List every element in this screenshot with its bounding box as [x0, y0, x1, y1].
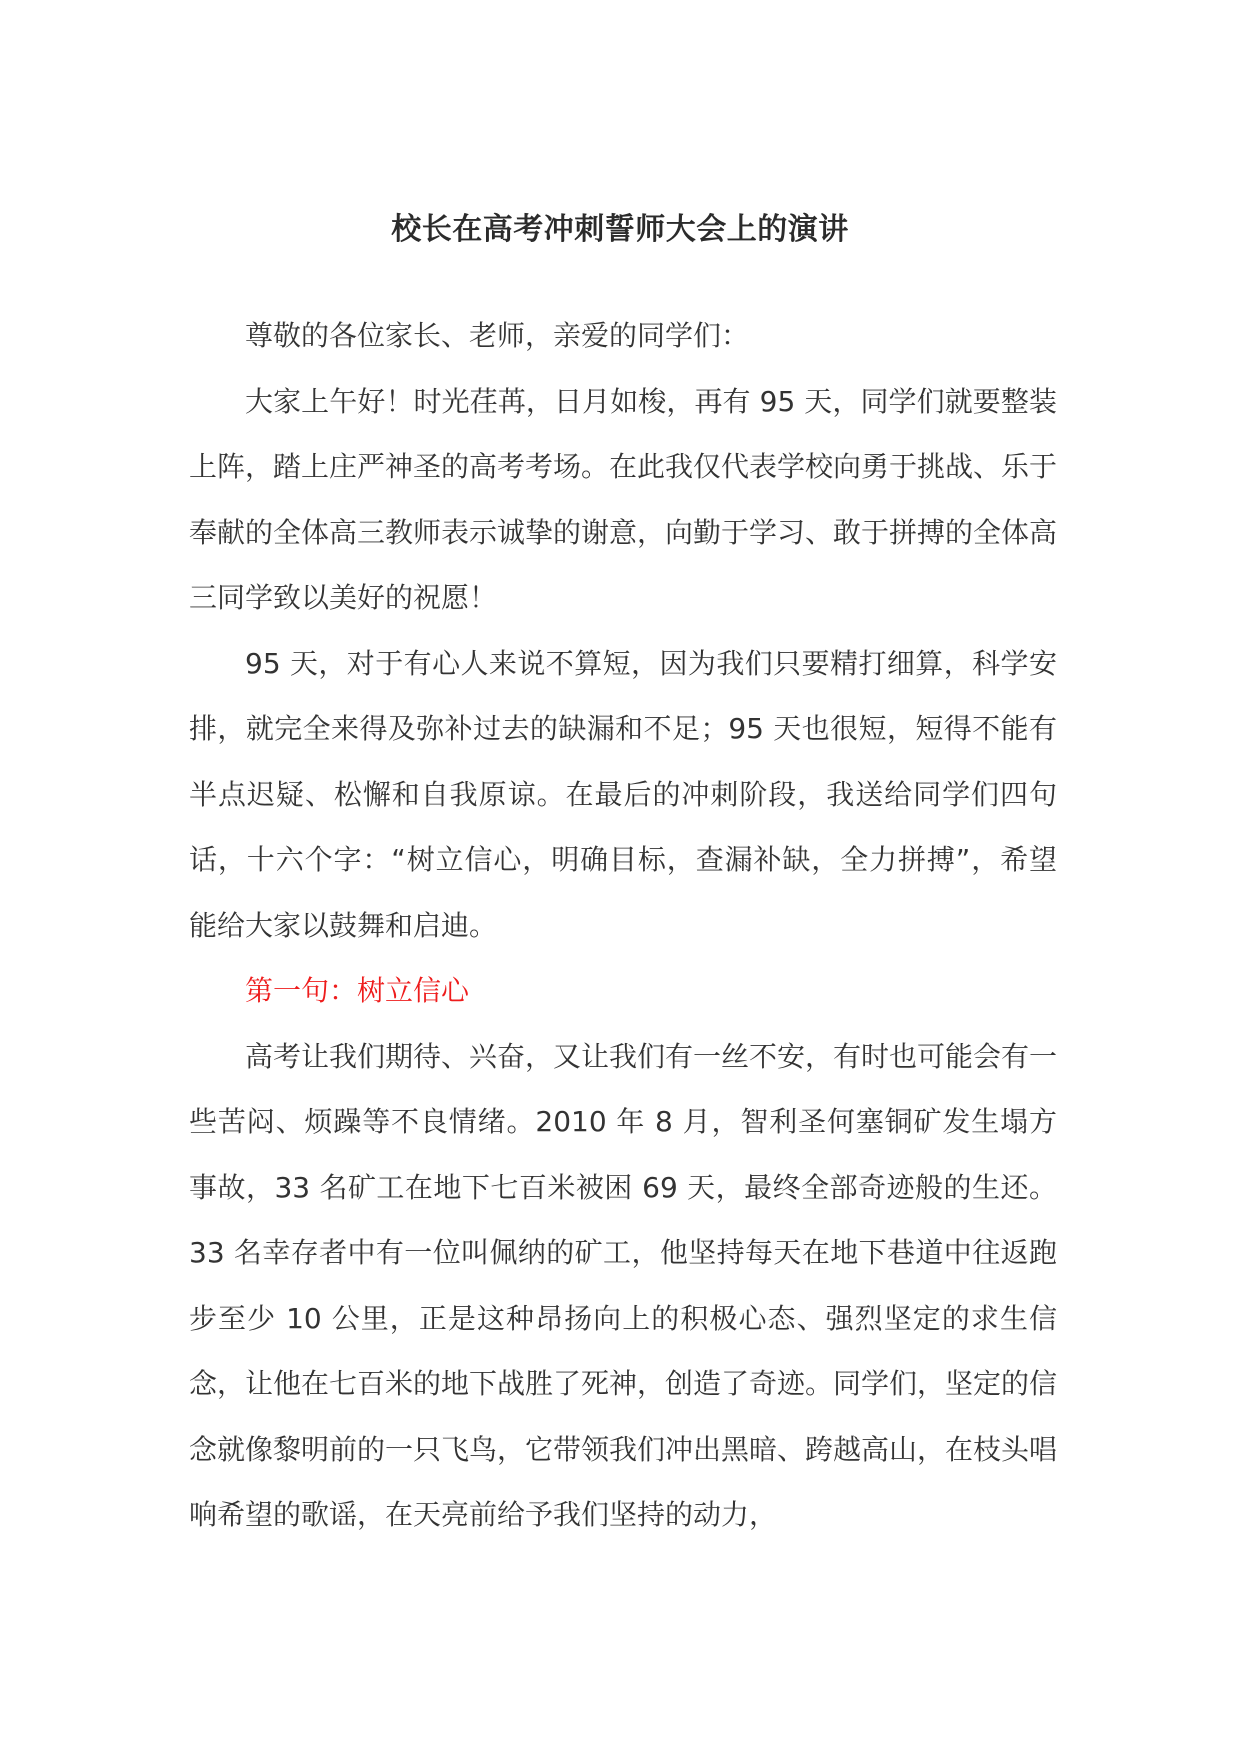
paragraph-advice: 95 天，对于有心人来说不算短，因为我们只要精打细算，科学安排，就完全来得及弥补过去的缺漏和不足；95 天也很短，短得不能有半点迟疑、松懈和自我原谅。在最后的冲刺阶段，我送给同学们四句话，十六个字：“树立信心，明确目标，查漏补缺，全力拼搏”，希望能给大家以鼓舞和启迪。	[189, 646, 1057, 942]
paragraph-greeting: 大家上午好！时光荏苒，日月如梭，再有 95 天，同学们就要整装上阵，踏上庄严神圣的高考考场。在此我仅代表学校向勇于挑战、乐于奉献的全体高三教师表示诚挚的谢意，向勤于学习、敢于拼搏的全体高三同学致以美好的祝愿！	[189, 384, 1058, 614]
document-body	[189, 303, 1057, 1548]
document-title: 校长在高考冲刺誓师大会上的演讲	[391, 212, 849, 247]
salutation: 尊敬的各位家长、老师，亲爱的同学们：	[245, 319, 750, 352]
section-heading: 第一句：树立信心	[245, 974, 470, 1007]
paragraph-confidence: 高考让我们期待、兴奋，又让我们有一丝不安，有时也可能会有一些苦闷、烦躁等不良情绪。2010 年 8 月，智利圣何塞铜矿发生塌方事故，33 名矿工在地下七百米被困 69 天，最终全部奇迹般的生还。33 名幸存者中有一位叫佩纳的矿工，他坚持每天在地下巷道中往返跑步至少 10 公里，正是这种昂扬向上的积极心态、强烈坚定的求生信念，让他在七百米的地下战胜了死神，创造了奇迹。同学们，坚定的信念就像黎明前的一只飞鸟，它带领我们冲出黑暗、跨越高山，在枝头唱响希望的歌谣，在天亮前给予我们坚持的动力，	[189, 1039, 1058, 1531]
